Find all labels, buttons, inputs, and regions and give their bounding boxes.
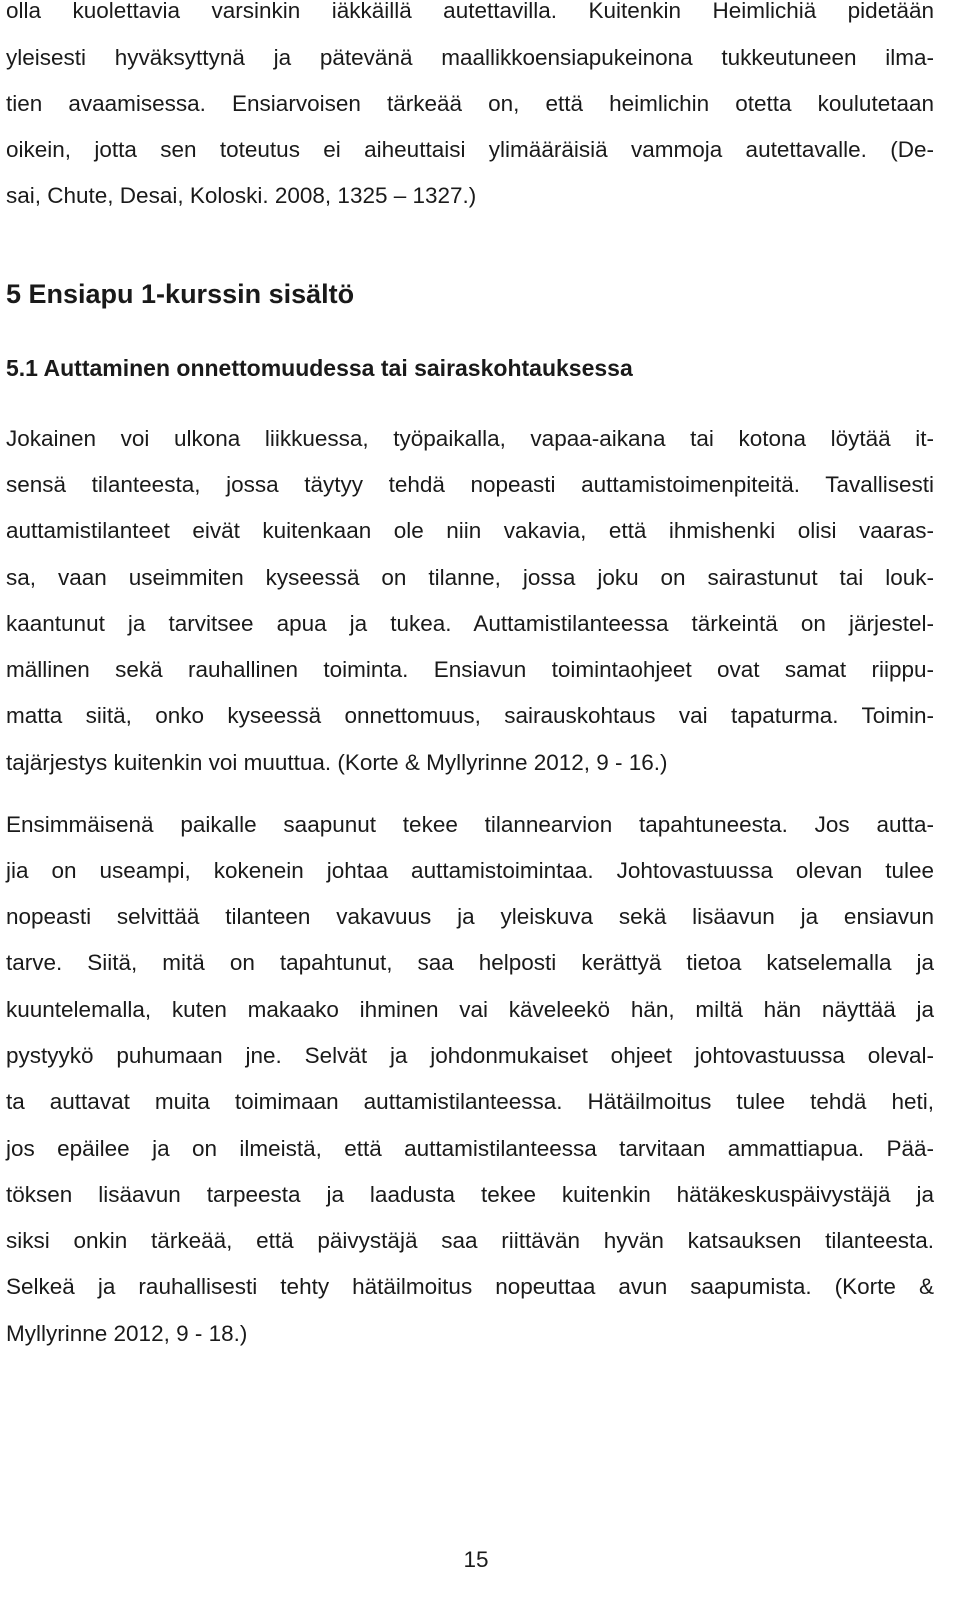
text-line: olla kuolettavia varsinkin iäkkäillä autettavilla. Kuitenkin Heimlichiä pidetään	[6, 0, 934, 23]
text-line: sa, vaan useimmiten kyseessä on tilanne, jossa joku on sairastunut tai louk-	[6, 565, 934, 590]
text-line: kaantunut ja tarvitsee apua ja tukea. Auttamistilanteessa tärkeintä on järjestel-	[6, 611, 934, 636]
text-line: kuuntelemalla, kuten makaako ihminen vai käveleekö hän, miltä hän näyttää ja	[6, 997, 934, 1022]
text-line: yleisesti hyväksyttynä ja pätevänä maallikkoensiapukeinona tukkeutuneen ilma-	[6, 45, 934, 70]
text-line: matta siitä, onko kyseessä onnettomuus, sairauskohtaus vai tapaturma. Toimin-	[6, 703, 934, 728]
text-line: ta auttavat muita toimimaan auttamistilanteessa. Hätäilmoitus tulee tehdä heti,	[6, 1089, 934, 1114]
text-line: töksen lisäavun tarpeesta ja laadusta tekee kuitenkin hätäkeskuspäivystäjä ja	[6, 1182, 934, 1207]
text-line: sai, Chute, Desai, Koloski. 2008, 1325 – 1327.)	[6, 183, 477, 208]
text-line: tarve. Siitä, mitä on tapahtunut, saa helposti kerättyä tietoa katselemalla ja	[6, 950, 934, 975]
text-line: Jokainen voi ulkona liikkuessa, työpaikalla, vapaa-aikana tai kotona löytää it-	[6, 426, 934, 451]
text-line: pystyykö puhumaan jne. Selvät ja johdonmukaiset ohjeet johtovastuussa oleval-	[6, 1043, 934, 1068]
text-line: mällinen sekä rauhallinen toiminta. Ensiavun toimintaohjeet ovat samat riippu-	[6, 657, 934, 682]
text-line: tien avaamisessa. Ensiarvoisen tärkeää on, että heimlichin otetta koulutetaan	[6, 91, 934, 116]
text-line: jos epäilee ja on ilmeistä, että auttamistilanteessa tarvitaan ammattiapua. Pää-	[6, 1136, 934, 1161]
text-line: auttamistilanteet eivät kuitenkaan ole niin vakavia, että ihmishenki olisi vaaras-	[6, 518, 934, 543]
page-number: 15	[463, 1547, 489, 1572]
text-line: Myllyrinne 2012, 9 - 18.)	[6, 1321, 248, 1346]
text-line: Selkeä ja rauhallisesti tehty hätäilmoitus nopeuttaa avun saapumista. (Korte &	[6, 1274, 934, 1299]
section-heading: 5 Ensiapu 1-kurssin sisältö	[6, 279, 355, 309]
text-line: jia on useampi, kokenein johtaa auttamistoimintaa. Johtovastuussa olevan tulee	[6, 858, 934, 883]
text-line: siksi onkin tärkeää, että päivystäjä saa riittävän hyvän katsauksen tilanteesta.	[6, 1228, 934, 1253]
text-line: Ensimmäisenä paikalle saapunut tekee tilannearvion tapahtuneesta. Jos autta-	[6, 812, 934, 837]
text-line: oikein, jotta sen toteutus ei aiheuttaisi ylimääräisiä vammoja autettavalle. (De-	[6, 137, 934, 162]
text-line: nopeasti selvittää tilanteen vakavuus ja yleiskuva sekä lisäavun ja ensiavun	[6, 904, 934, 929]
text-line: tajärjestys kuitenkin voi muuttua. (Korte & Myllyrinne 2012, 9 - 16.)	[6, 750, 668, 775]
text-line: sensä tilanteesta, jossa täytyy tehdä nopeasti auttamistoimenpiteitä. Tavallisesti	[6, 472, 934, 497]
subsection-heading: 5.1 Auttaminen onnettomuudessa tai sairaskohtauksessa	[6, 355, 633, 381]
